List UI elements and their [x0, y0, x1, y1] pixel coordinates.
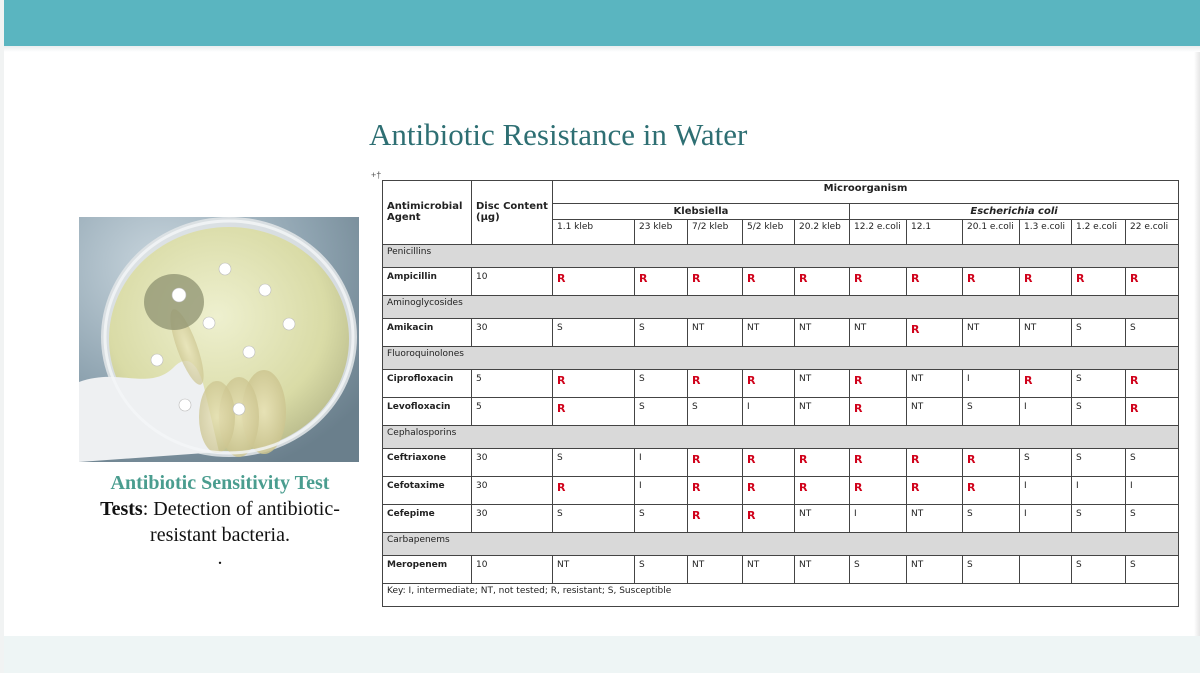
header-group-ecoli: Escherichia coli [850, 204, 1179, 220]
result-cell: R [907, 268, 963, 296]
result-cell: R [688, 268, 743, 296]
caption-text-1: : Detection of antibiotic- [142, 498, 340, 520]
category-row [383, 533, 1179, 556]
result-cell: S [635, 556, 688, 584]
result-cell: NT [907, 556, 963, 584]
table-anchor-mark: +† [371, 170, 382, 180]
result-cell: S [963, 398, 1020, 426]
result-cell: R [963, 477, 1020, 505]
result-cell: NT [907, 505, 963, 533]
category-row [383, 296, 1179, 319]
agent-amikacin: Amikacin [383, 319, 472, 347]
disc-content: 30 [472, 449, 553, 477]
caption-label: Tests [100, 498, 143, 520]
resistance-table-wrapper [382, 180, 1179, 607]
result-cell: NT [795, 505, 850, 533]
header-band [4, 0, 1200, 46]
category-aminoglycosides: Aminoglycosides [383, 296, 1179, 319]
result-cell: R [743, 449, 795, 477]
result-cell: R [1126, 268, 1179, 296]
strain-header: 22 e.coli [1126, 220, 1179, 245]
strain-header: 23 kleb [635, 220, 688, 245]
agent-cefepime: Cefepime [383, 505, 472, 533]
table-key-row [383, 584, 1179, 607]
result-cell: R [1072, 268, 1126, 296]
strain-header: 12.2 e.coli [850, 220, 907, 245]
result-cell: R [850, 268, 907, 296]
result-cell: NT [743, 556, 795, 584]
result-cell: NT [688, 556, 743, 584]
result-cell: I [635, 449, 688, 477]
result-cell: I [1126, 477, 1179, 505]
result-cell: S [1072, 370, 1126, 398]
result-cell: S [1072, 449, 1126, 477]
result-cell: R [850, 370, 907, 398]
result-cell: R [795, 268, 850, 296]
result-cell: NT [907, 370, 963, 398]
agent-levofloxacin: Levofloxacin [383, 398, 472, 426]
result-cell: R [907, 319, 963, 347]
result-cell: R [553, 477, 635, 505]
result-cell: NT [743, 319, 795, 347]
result-cell: R [688, 449, 743, 477]
header-row-1 [383, 181, 1179, 204]
result-cell: S [1072, 556, 1126, 584]
petri-dish-illustration [79, 217, 359, 462]
result-cell: NT [795, 319, 850, 347]
result-cell: R [963, 268, 1020, 296]
agent-ceftriaxone: Ceftriaxone [383, 449, 472, 477]
result-cell: S [1072, 398, 1126, 426]
result-cell: R [907, 477, 963, 505]
header-group-klebsiella: Klebsiella [553, 204, 850, 220]
result-cell: I [1020, 505, 1072, 533]
result-cell: I [963, 370, 1020, 398]
result-cell: R [553, 268, 635, 296]
result-cell: S [553, 505, 635, 533]
caption-dot: . [217, 547, 223, 569]
disc-content: 30 [472, 319, 553, 347]
result-cell: S [1126, 505, 1179, 533]
result-cell: S [635, 398, 688, 426]
result-cell: R [795, 449, 850, 477]
result-cell: NT [795, 370, 850, 398]
result-cell: S [1020, 449, 1072, 477]
result-cell: R [1020, 268, 1072, 296]
result-cell: R [743, 268, 795, 296]
result-cell: S [850, 556, 907, 584]
result-cell: I [850, 505, 907, 533]
result-cell: S [1126, 319, 1179, 347]
resistance-table [382, 180, 1179, 607]
table-key: Key: I, intermediate; NT, not tested; R, resistant; S, Susceptible [383, 584, 1179, 607]
strain-header: 7/2 kleb [688, 220, 743, 245]
result-cell [1020, 556, 1072, 584]
result-cell: S [635, 370, 688, 398]
result-cell: R [688, 477, 743, 505]
category-cephalosporins: Cephalosporins [383, 426, 1179, 449]
result-cell: S [553, 319, 635, 347]
footer-band [4, 636, 1200, 673]
result-cell: R [1126, 398, 1179, 426]
table-row [383, 319, 1179, 347]
disc-content: 10 [472, 556, 553, 584]
result-cell: I [1072, 477, 1126, 505]
result-cell: R [1126, 370, 1179, 398]
result-cell: S [553, 449, 635, 477]
result-cell: NT [688, 319, 743, 347]
result-cell: R [743, 477, 795, 505]
result-cell: R [688, 370, 743, 398]
header-disc: Disc Content (µg) [472, 181, 553, 245]
disc-content: 30 [472, 477, 553, 505]
result-cell: R [688, 505, 743, 533]
strain-header: 20.1 e.coli [963, 220, 1020, 245]
figure-caption [70, 470, 370, 568]
table-row [383, 505, 1179, 533]
strain-header: 5/2 kleb [743, 220, 795, 245]
table-row [383, 477, 1179, 505]
disc-content: 30 [472, 505, 553, 533]
result-cell: S [688, 398, 743, 426]
agent-meropenem: Meropenem [383, 556, 472, 584]
result-cell: S [1072, 505, 1126, 533]
result-cell: R [553, 370, 635, 398]
caption-title: Antibiotic Sensitivity Test [110, 472, 330, 494]
disc-content: 5 [472, 398, 553, 426]
disc-content: 5 [472, 370, 553, 398]
caption-line-2: resistant bacteria. [150, 524, 290, 546]
slide-right-edge [1194, 52, 1200, 636]
result-cell: I [635, 477, 688, 505]
agent-ampicillin: Ampicillin [383, 268, 472, 296]
table-row [383, 398, 1179, 426]
table-row [383, 268, 1179, 296]
result-cell: R [907, 449, 963, 477]
result-cell: R [850, 449, 907, 477]
header-agent: Antimicrobial Agent [383, 181, 472, 245]
result-cell: R [795, 477, 850, 505]
result-cell: S [1126, 556, 1179, 584]
result-cell: R [963, 449, 1020, 477]
category-row [383, 245, 1179, 268]
petri-dish-photo [79, 217, 359, 462]
result-cell: R [553, 398, 635, 426]
result-cell: NT [795, 398, 850, 426]
result-cell: NT [850, 319, 907, 347]
category-fluoroquinolones: Fluoroquinolones [383, 347, 1179, 370]
strain-header: 1.1 kleb [553, 220, 635, 245]
table-row [383, 556, 1179, 584]
result-cell: R [743, 370, 795, 398]
result-cell: NT [1020, 319, 1072, 347]
agent-ciprofloxacin: Ciprofloxacin [383, 370, 472, 398]
result-cell: R [850, 477, 907, 505]
category-row [383, 347, 1179, 370]
strain-header: 20.2 kleb [795, 220, 850, 245]
agent-cefotaxime: Cefotaxime [383, 477, 472, 505]
header-band-shadow [4, 46, 1200, 52]
result-cell: S [1126, 449, 1179, 477]
result-cell: NT [907, 398, 963, 426]
result-cell: S [635, 319, 688, 347]
result-cell: R [743, 505, 795, 533]
header-microorganism: Microorganism [553, 181, 1179, 204]
result-cell: I [1020, 477, 1072, 505]
result-cell: I [743, 398, 795, 426]
result-cell: NT [795, 556, 850, 584]
caption-line-1 [70, 496, 370, 522]
result-cell: S [963, 556, 1020, 584]
strain-header: 12.1 [907, 220, 963, 245]
result-cell: R [1020, 370, 1072, 398]
result-cell: R [850, 398, 907, 426]
strain-header: 1.2 e.coli [1072, 220, 1126, 245]
table-row [383, 449, 1179, 477]
category-penicillins: Penicillins [383, 245, 1179, 268]
result-cell: NT [553, 556, 635, 584]
disc-content: 10 [472, 268, 553, 296]
result-cell: S [635, 505, 688, 533]
table-row [383, 370, 1179, 398]
category-row [383, 426, 1179, 449]
result-cell: S [1072, 319, 1126, 347]
slide-title: Antibiotic Resistance in Water [369, 117, 748, 152]
slide-left-edge [0, 0, 4, 673]
category-carbapenems: Carbapenems [383, 533, 1179, 556]
strain-header: 1.3 e.coli [1020, 220, 1072, 245]
result-cell: S [963, 505, 1020, 533]
result-cell: I [1020, 398, 1072, 426]
result-cell: R [635, 268, 688, 296]
result-cell: NT [963, 319, 1020, 347]
